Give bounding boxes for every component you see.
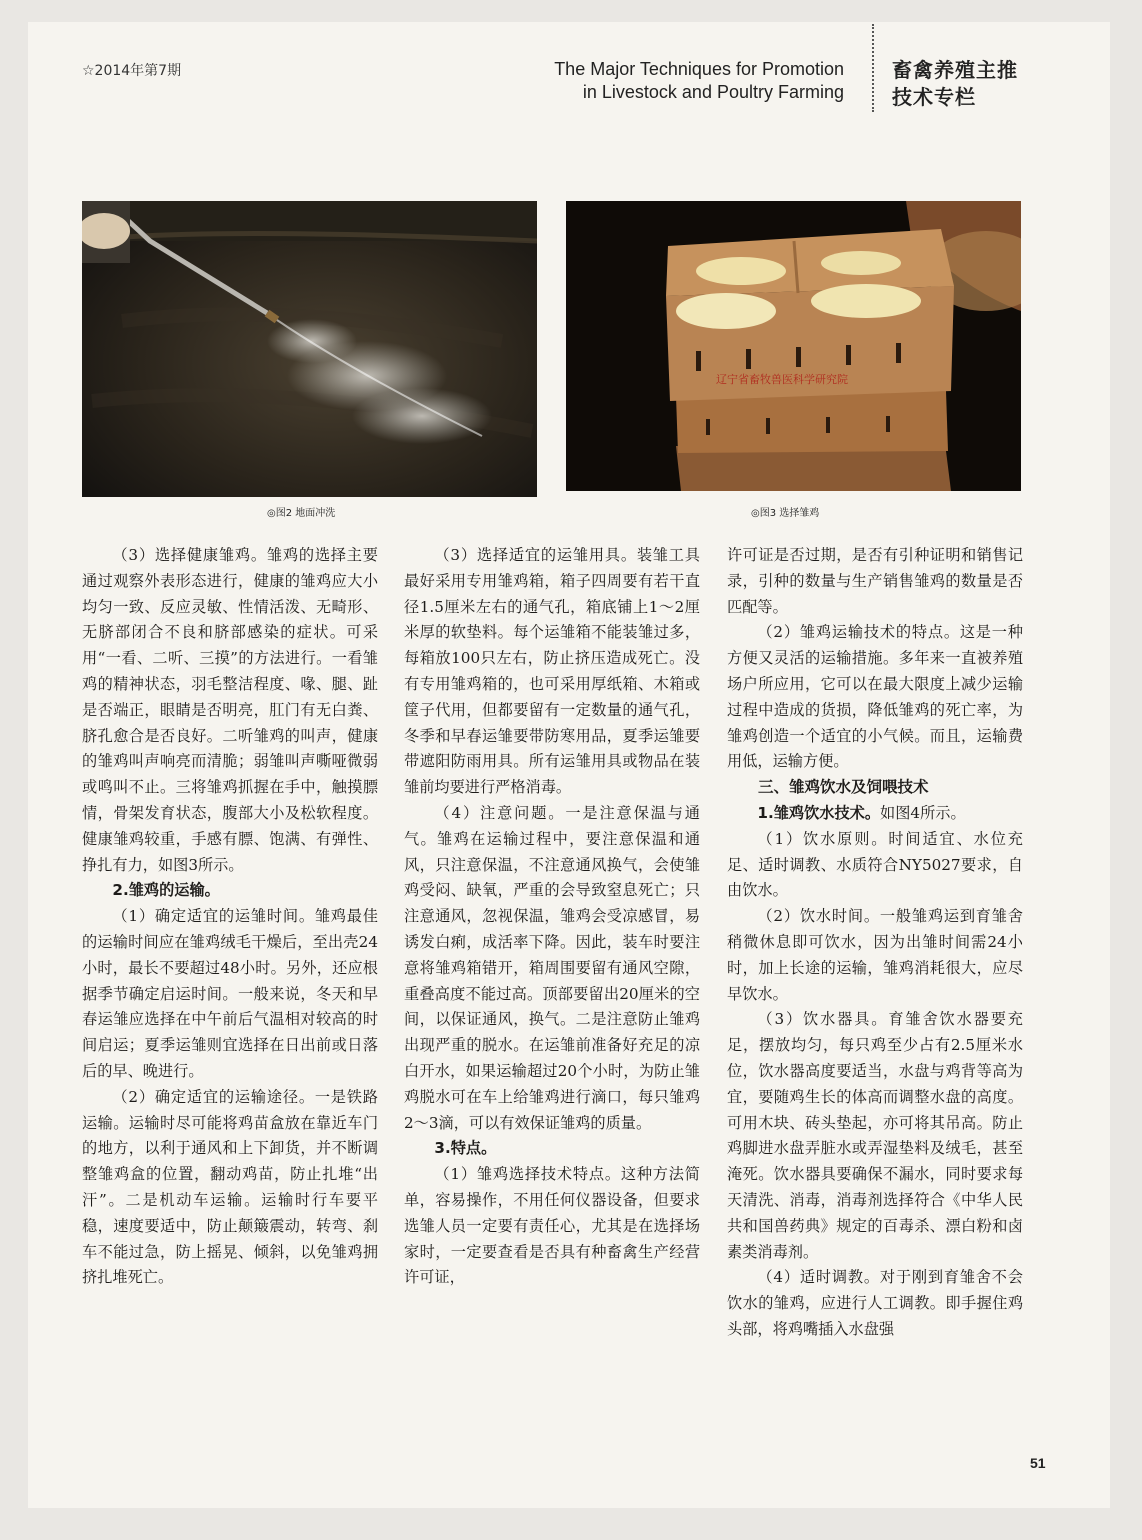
subsection-heading: 1.雏鸡饮水技术。 (757, 803, 881, 822)
chinese-title-line-2: 技术专栏 (892, 85, 976, 109)
english-title-line-2: in Livestock and Poultry Farming (582, 82, 844, 102)
paragraph: （1）确定适宜的运雏时间。雏鸡最佳的运输时间应在雏鸡绒毛干燥后，至出壳24小时，最长不要超过48小时。另外，还应根据季节确定启运时间。一般来说，冬天和早春运雏应选择在中午前后气温相对较高的时间启运；夏季运雏则宜选择在日出前或日落后的早、晚进行。 (82, 907, 378, 1080)
chinese-column-title (892, 57, 1018, 111)
figure-2-floor-washing-photo (82, 201, 537, 497)
section-heading: 2.雏鸡的运输。 (112, 881, 220, 900)
page-number: 51 (1030, 1455, 1046, 1471)
figure-3-caption: ◎图3 选择雏鸡 (751, 508, 820, 519)
paragraph: （4）注意问题。一是注意保温与通气。雏鸡在运输过程中，要注意保温和通风，只注意保温，不注意通风换气，会使雏鸡受闷、缺氧，严重的会导致窒息死亡；只注意通风，忽视保温，雏鸡会受凉感冒，易诱发白痢，成活率下降。因此，装车时要注意将雏鸡箱错开，箱周围要留有通风空隙，重叠高度不能过高。顶部要留出20厘米的空间，以保证通风，换气。二是注意防止雏鸡出现严重的脱水。在运雏前准备好充足的凉白开水，如果运输超过20个小时，为防止雏鸡脱水可在车上给雏鸡进行滴口，每只雏鸡2～3滴，可以有效保证雏鸡的质量。 (404, 803, 700, 1132)
chinese-title-line-1: 畜禽养殖主推 (892, 58, 1018, 82)
figure-2-caption: ◎图2 地面冲洗 (267, 508, 336, 519)
paragraph: （2）雏鸡运输技术的特点。这是一种方便又灵活的运输措施。多年来一直被养殖场户所应用，它可以在最大限度上减少运输过程中造成的货损，降低雏鸡的死亡率，为雏鸡创造一个适宜的小气候。而且，运输费用低，运输方便。 (727, 623, 1023, 771)
subsection-note: 如图4所示。 (880, 803, 966, 822)
figure-3-chick-selection-photo (566, 201, 1021, 491)
paragraph: （3）选择健康雏鸡。雏鸡的选择主要通过观察外表形态进行，健康的雏鸡应大小均匀一致、反应灵敏、性情活泼、无畸形、无脐部闭合不良和脐部感染的症状。可采用“一看、二听、三摸”的方法进行。一看雏鸡的精神状态，羽毛整洁程度、喙、腿、趾是否端正，眼睛是否明亮，肛门有无白粪、脐孔愈合是否良好。二听雏鸡的叫声，健康的雏鸡叫声响亮而清脆；弱雏叫声嘶哑微弱或鸣叫不止。三将雏鸡抓握在手中，触摸膘情，骨架发育状态，腹部大小及松软程度。健康雏鸡较重，手感有膘、饱满、有弹性、挣扎有力，如图3所示。 (82, 546, 378, 874)
english-title-line-1: The Major Techniques for Promotion (554, 59, 844, 79)
floor-washing-illustration (82, 201, 537, 497)
box-print-text: 辽宁省畜牧兽医科学研究院 (716, 373, 848, 386)
paragraph: 许可证是否过期，是否有引种证明和销售记录，引种的数量与生产销售雏鸡的数量是否匹配等。 (727, 546, 1023, 616)
paragraph: （4）适时调教。对于刚到育雏舍不会饮水的雏鸡，应进行人工调教。即手握住鸡头部，将鸡嘴插入水盘强 (727, 1268, 1023, 1338)
paragraph: （2）确定适宜的运输途径。一是铁路运输。运输时尽可能将鸡苗盒放在靠近车门的地方，以利于通风和上下卸货，并不断调整雏鸡盒的位置，翻动鸡苗，防止扎堆“出汗”。二是机动车运输。运输时行车要平稳，速度要适中，防止颠簸震动，转弯、刹车不能过急，防上摇晃、倾斜，以免雏鸡拥挤扎堆死亡。 (82, 1087, 378, 1287)
paragraph: （1）雏鸡选择技术特点。这种方法简单，容易操作，不用任何仪器设备，但要求选雏人员一定要有责任心，尤其是在选择场家时，一定要查看是否具有种畜禽生产经营许可证， (404, 1165, 700, 1287)
chick-box-illustration (566, 201, 1021, 491)
issue-label: ☆2014年第7期 (82, 63, 182, 79)
text-column-3 (727, 543, 1023, 1343)
paragraph: （3）选择适宜的运雏用具。装雏工具最好采用专用雏鸡箱，箱子四周要有若干直径1.5厘米左右的通气孔，箱底铺上1～2厘米厚的软垫料。每个运雏箱不能装雏过多，每箱放100只左右，防止挤压造成死亡。没有专用雏鸡箱的，也可采用厚纸箱、木箱或筐子代用，但都要留有一定数量的通气孔，冬季和早春运雏要带防寒用品，夏季运雏要带遮阳防雨用具。所有运雏用具或物品在装雏前均要进行严格消毒。 (404, 546, 700, 797)
section-heading: 3.特点。 (434, 1139, 497, 1158)
english-column-title (554, 58, 844, 104)
text-column-1 (82, 543, 378, 1291)
subsection-line (727, 801, 1023, 827)
header-divider (872, 24, 874, 112)
paragraph: （1）饮水原则。时间适宜、水位充足、适时调教、水质符合NY5027要求，自由饮水。 (727, 829, 1023, 900)
text-column-2 (404, 543, 700, 1291)
chapter-heading: 三、雏鸡饮水及饲喂技术 (758, 778, 929, 797)
paragraph: （2）饮水时间。一般雏鸡运到育雏舍稍微休息即可饮水，因为出雏时间需24小时，加上长途的运输，雏鸡消耗很大，应尽早饮水。 (727, 907, 1023, 1003)
paragraph: （3）饮水器具。育雏舍饮水器要充足，摆放均匀，每只鸡至少占有2.5厘米水位，饮水器高度要适当，水盘与鸡背等高为宜，要随鸡生长的体高而调整水盘的高度。可用木块、砖头垫起，亦可将其吊高。防止鸡脚进水盘弄脏水或弄湿垫料及绒毛，甚至淹死。饮水器具要确保不漏水，同时要求每天清洗、消毒，消毒剂选择符合《中华人民共和国兽药典》规定的百毒杀、漂白粉和卤素类消毒剂。 (727, 1010, 1023, 1261)
